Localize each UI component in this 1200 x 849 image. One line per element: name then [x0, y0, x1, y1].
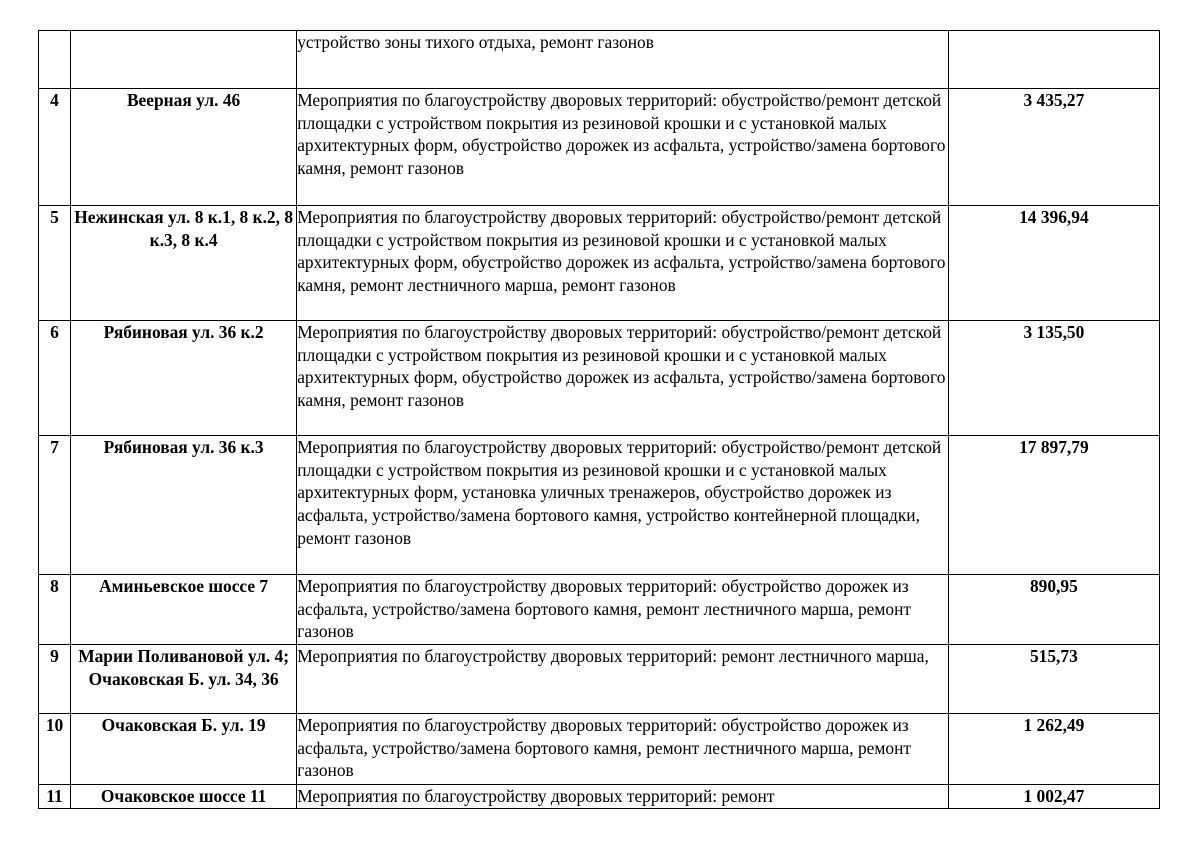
address-cell: Аминьевское шоссе 7	[71, 575, 297, 645]
row-number-cell: 8	[39, 575, 71, 645]
row-number-cell: 11	[39, 785, 71, 809]
row-number-cell	[39, 31, 71, 89]
table-row	[39, 785, 1160, 809]
table-row	[39, 206, 1160, 321]
table-row	[39, 714, 1160, 785]
address-cell	[71, 31, 297, 89]
row-number-cell: 6	[39, 321, 71, 436]
sum-cell: 3 435,27	[948, 89, 1159, 206]
description-cell: Мероприятия по благоустройству дворовых территорий: обустройство/ремонт детской площадки с устройством покрытия из резиновой крошки и с установкой малых архитектурных форм, обустройство дорожек из асфальта, устройство/замена бортового камня, ремонт газонов	[297, 89, 949, 206]
sum-cell	[948, 31, 1159, 89]
table-row	[39, 436, 1160, 575]
sum-cell: 14 396,94	[948, 206, 1159, 321]
table-row	[39, 31, 1160, 89]
row-number-cell: 5	[39, 206, 71, 321]
table-row	[39, 645, 1160, 714]
description-cell: Мероприятия по благоустройству дворовых территорий: обустройство/ремонт детской площадки с устройством покрытия из резиновой крошки и с установкой малых архитектурных форм, обустройство дорожек из асфальта, устройство/замена бортового камня, ремонт лестничного марша, ремонт газонов	[297, 206, 949, 321]
address-cell: Очаковская Б. ул. 19	[71, 714, 297, 785]
sum-cell: 890,95	[948, 575, 1159, 645]
description-cell: Мероприятия по благоустройству дворовых территорий: ремонт лестничного марша,	[297, 645, 949, 714]
sum-cell: 17 897,79	[948, 436, 1159, 575]
address-cell: Очаковское шоссе 11	[71, 785, 297, 809]
address-cell: Рябиновая ул. 36 к.2	[71, 321, 297, 436]
table-row	[39, 321, 1160, 436]
sum-cell: 1 002,47	[948, 785, 1159, 809]
address-cell: Рябиновая ул. 36 к.3	[71, 436, 297, 575]
row-number-cell: 4	[39, 89, 71, 206]
description-cell: Мероприятия по благоустройству дворовых территорий: обустройство дорожек из асфальта, устройство/замена бортового камня, ремонт лестничного марша, ремонт газонов	[297, 575, 949, 645]
address-cell: Марии Поливановой ул. 4; Очаковская Б. ул. 34, 36	[71, 645, 297, 714]
address-cell: Веерная ул. 46	[71, 89, 297, 206]
row-number-cell: 9	[39, 645, 71, 714]
table-row	[39, 89, 1160, 206]
address-cell: Нежинская ул. 8 к.1, 8 к.2, 8 к.3, 8 к.4	[71, 206, 297, 321]
description-cell: Мероприятия по благоустройству дворовых территорий: ремонт	[297, 785, 949, 809]
description-cell: Мероприятия по благоустройству дворовых территорий: обустройство/ремонт детской площадки с устройством покрытия из резиновой крошки и с установкой малых архитектурных форм, обустройство дорожек из асфальта, устройство/замена бортового камня, ремонт газонов	[297, 321, 949, 436]
sum-cell: 1 262,49	[948, 714, 1159, 785]
sum-cell: 515,73	[948, 645, 1159, 714]
sum-cell: 3 135,50	[948, 321, 1159, 436]
description-cell: Мероприятия по благоустройству дворовых территорий: обустройство дорожек из асфальта, устройство/замена бортового камня, ремонт лестничного марша, ремонт газонов	[297, 714, 949, 785]
row-number-cell: 10	[39, 714, 71, 785]
improvement-works-table	[38, 30, 1160, 809]
description-cell: Мероприятия по благоустройству дворовых территорий: обустройство/ремонт детской площадки с устройством покрытия из резиновой крошки и с установкой малых архитектурных форм, установка уличных тренажеров, обустройство дорожек из асфальта, устройство/замена бортового камня, устройство контейнерной площадки, ремонт газонов	[297, 436, 949, 575]
table-row	[39, 575, 1160, 645]
row-number-cell: 7	[39, 436, 71, 575]
description-cell: устройство зоны тихого отдыха, ремонт газонов	[297, 31, 949, 89]
